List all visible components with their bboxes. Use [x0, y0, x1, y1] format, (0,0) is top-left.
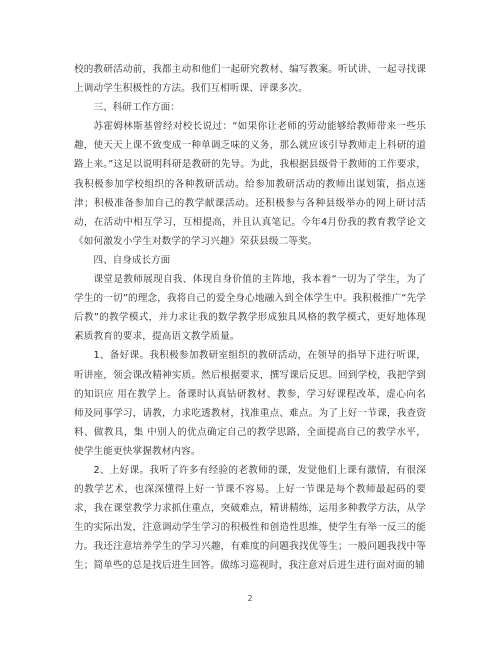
section-heading-growth: 四、自身成长方面 [93, 254, 171, 266]
page-number: 2 [247, 594, 253, 603]
page-body [74, 60, 426, 576]
paragraph-teaching: 2、上好课。我听了许多有经验的老教师的课，发觉他们上课有激情，有很深的教学艺术，也深深懂得上好一节课不容易。上好一节课是每个教师最起码的要求，我在课堂教学力求抓住重点，突破难点，精讲精练，运用多种教学方法，从学生的实际出发，注意调动学生学习的积极性和创造性思维，使学生有举一反三的能力。我还注意培养学生的学习兴趣，有难度的问题我找优等生；一般问题我找中等生；简单些的总是找后进生回答。做练习巡视时，我注意对后进生进行面对面的辅 [74, 464, 426, 572]
paragraph-lesson-prep: 1、备好课。我积极参加教研室组织的教研活动，在领导的指导下进行听课，听讲座，领会课改精神实质。然后根据要求，撰写课后反思。回到学校，我把学到的知识应 用在教学上。备课时认真钻研教材、教参，学习好课程改革，虚心向名师及同事学习，请教，力求吃透教材，找准重点、难点。为了上好一节课，我查资料、做教具，集 中别人的优点确定自己的教学思路，全面提高自己的教学水平，使学生能更快掌握教材内容。 [74, 350, 426, 457]
paragraph-continuation: 校的教研活动前，我都主动和他们一起研究教材、编写教案。听试讲、一起寻找课上调动学生积极性的方法。我们互相听课、评课多次。 [74, 64, 426, 95]
paragraph-classroom: 课堂是教师展现自我、体现自身价值的主阵地，我本着“一切为了学生，为了学生的一切”的理念，我将自己的爱全身心地融入到全体学生中。我积极推广“先学后教”的教学模式，并力求让我的数学教学形成独具风格的教学模式，更好地体现素质教育的要求，提高语文教学质量。 [74, 274, 426, 343]
section-heading-research: 三、科研工作方面： [93, 102, 180, 114]
paragraph-research: 苏霍姆林斯基曾经对校长说过：“如果你让老师的劳动能够给教师带来一些乐趣，使天天上课不致变成一种单调乏味的义务，那么就应该引导教师走上科研的道路上来。”这足以说明科研是教研的先导。为此，我根据县级骨干教师的工作要求，我积极参加学校组织的各种教研活动。给参加教研活动的教师出谋划策，指点迷津；积极准备参加自己的教学献课活动。还积极参与各种县级举办的网上研讨活动，在活动中相互学习，互相提高，并且认真笔记。今年4月份我的教育教学论文《如何激发小学生对数学的学习兴趣》荣获县级二等奖。 [74, 121, 426, 247]
